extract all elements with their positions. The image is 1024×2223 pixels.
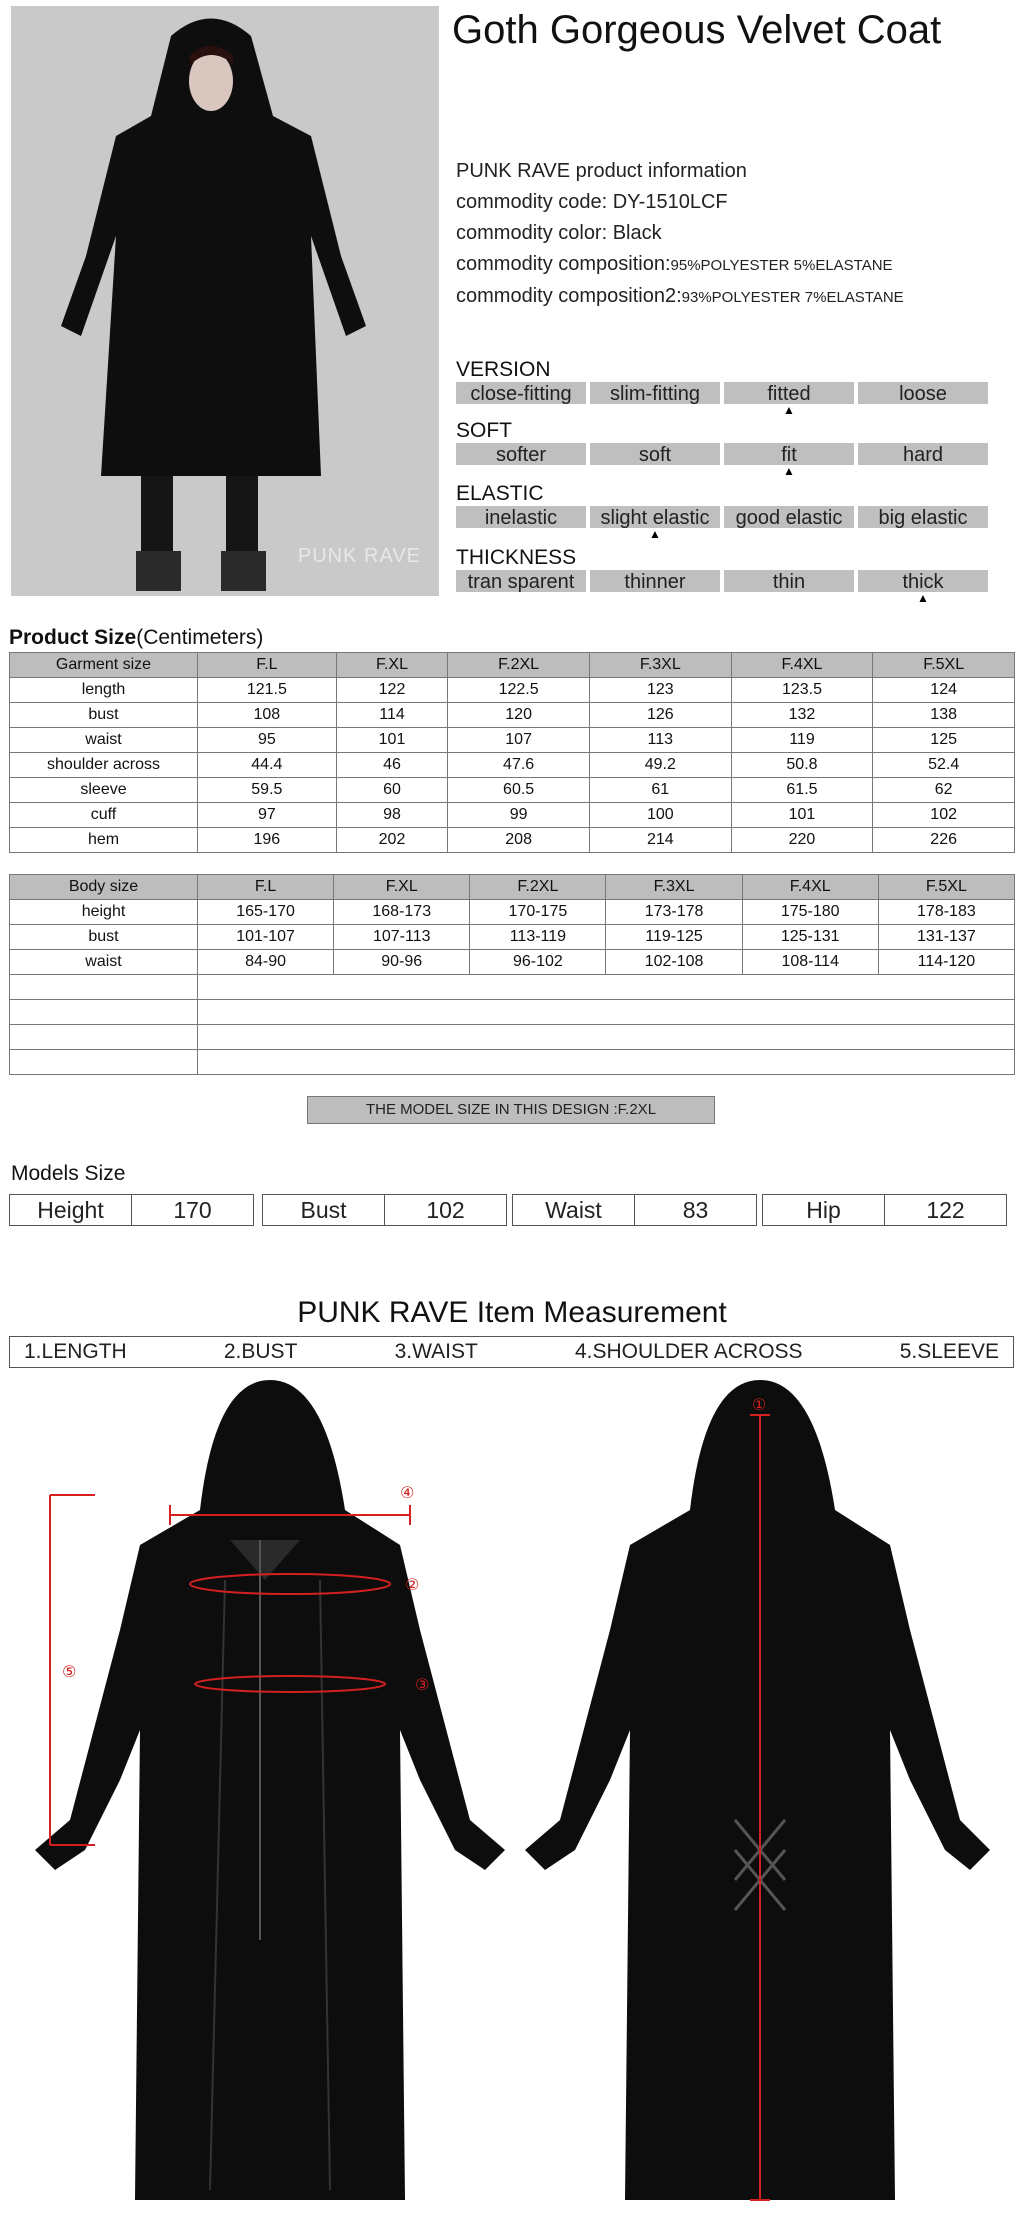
model-bust: Bust 102 bbox=[262, 1194, 507, 1226]
table-cell: 123.5 bbox=[731, 678, 873, 703]
scale-option: soft bbox=[590, 443, 720, 465]
scale-version bbox=[456, 358, 988, 417]
selected-marker-icon: ▲ bbox=[917, 591, 929, 605]
table-row bbox=[10, 900, 1015, 925]
table-cell: sleeve bbox=[10, 778, 198, 803]
scale-soft bbox=[456, 419, 988, 478]
table-cell: 196 bbox=[198, 828, 337, 853]
table-cell: F.5XL bbox=[878, 875, 1014, 900]
table-cell: height bbox=[10, 900, 198, 925]
table-cell: 220 bbox=[731, 828, 873, 853]
table-cell: 61.5 bbox=[731, 778, 873, 803]
scale-label: VERSION bbox=[456, 358, 551, 381]
table-cell: 90-96 bbox=[334, 950, 470, 975]
table-cell: 100 bbox=[589, 803, 731, 828]
table-row bbox=[10, 728, 1015, 753]
table-cell: 138 bbox=[873, 703, 1015, 728]
table-cell: length bbox=[10, 678, 198, 703]
table-cell: F.L bbox=[198, 653, 337, 678]
scale-option: softer bbox=[456, 443, 586, 465]
table-cell: 175-180 bbox=[742, 900, 878, 925]
scale-option: close-fitting bbox=[456, 382, 586, 404]
table-cell: 214 bbox=[589, 828, 731, 853]
table-cell: 44.4 bbox=[198, 753, 337, 778]
table-cell: F.3XL bbox=[606, 875, 742, 900]
table-cell: 108 bbox=[198, 703, 337, 728]
body-size-table bbox=[9, 874, 1015, 1075]
table-cell: cuff bbox=[10, 803, 198, 828]
table-row bbox=[10, 950, 1015, 975]
scale-option: loose bbox=[858, 382, 988, 404]
table-row-empty bbox=[10, 975, 1015, 1000]
table-row bbox=[10, 753, 1015, 778]
table-cell: F.2XL bbox=[470, 875, 606, 900]
table-cell: waist bbox=[10, 728, 198, 753]
table-cell: 122.5 bbox=[448, 678, 590, 703]
legend-waist: 3.WAIST bbox=[394, 1340, 478, 1363]
table-cell: waist bbox=[10, 950, 198, 975]
table-cell: 124 bbox=[873, 678, 1015, 703]
table-row bbox=[10, 703, 1015, 728]
table-cell: 101 bbox=[336, 728, 448, 753]
table-cell: 123 bbox=[589, 678, 731, 703]
table-header-row bbox=[10, 653, 1015, 678]
scale-option: thick ▲ bbox=[858, 570, 988, 592]
commodity-code: commodity code: DY-1510LCF bbox=[456, 191, 728, 213]
garment-size-table bbox=[9, 652, 1015, 853]
table-cell: 59.5 bbox=[198, 778, 337, 803]
table-cell: 102-108 bbox=[606, 950, 742, 975]
table-cell: hem bbox=[10, 828, 198, 853]
scale-option: thin bbox=[724, 570, 854, 592]
scale-label: SOFT bbox=[456, 419, 512, 442]
watermark: PUNK RAVE bbox=[297, 545, 421, 567]
legend-shoulder: 4.SHOULDER ACROSS bbox=[574, 1340, 803, 1363]
table-cell: 101-107 bbox=[198, 925, 334, 950]
table-cell: 107-113 bbox=[334, 925, 470, 950]
product-size-title: Product Size(Centimeters) bbox=[9, 626, 264, 649]
selected-marker-icon: ▲ bbox=[649, 527, 661, 541]
table-cell: 125-131 bbox=[742, 925, 878, 950]
table-cell: 101 bbox=[731, 803, 873, 828]
table-cell: 119 bbox=[731, 728, 873, 753]
table-cell: 107 bbox=[448, 728, 590, 753]
selected-marker-icon: ▲ bbox=[783, 403, 795, 417]
table-cell: 173-178 bbox=[606, 900, 742, 925]
scale-option: tran sparent bbox=[456, 570, 586, 592]
table-cell: 50.8 bbox=[731, 753, 873, 778]
table-cell: 113 bbox=[589, 728, 731, 753]
table-cell: 60.5 bbox=[448, 778, 590, 803]
table-row bbox=[10, 828, 1015, 853]
table-cell: 113-119 bbox=[470, 925, 606, 950]
product-title: Goth Gorgeous Velvet Coat bbox=[452, 8, 942, 52]
table-cell: shoulder across bbox=[10, 753, 198, 778]
measurement-title: PUNK RAVE Item Measurement bbox=[297, 1296, 727, 1329]
models-size-title: Models Size bbox=[11, 1162, 126, 1185]
info-heading: PUNK RAVE product information bbox=[456, 160, 747, 182]
table-cell: 120 bbox=[448, 703, 590, 728]
scale-option: hard bbox=[858, 443, 988, 465]
table-cell: 165-170 bbox=[198, 900, 334, 925]
table-cell: bust bbox=[10, 925, 198, 950]
coat-back-image bbox=[525, 1380, 990, 2200]
table-cell: F.2XL bbox=[448, 653, 590, 678]
table-cell: 119-125 bbox=[606, 925, 742, 950]
model-waist: Waist 83 bbox=[512, 1194, 757, 1226]
commodity-composition: commodity composition:95%POLYESTER 5%ELASTANE bbox=[456, 253, 893, 275]
table-cell: F.4XL bbox=[742, 875, 878, 900]
model-size-note: THE MODEL SIZE IN THIS DESIGN :F.2XL bbox=[307, 1096, 715, 1124]
table-cell: Body size bbox=[10, 875, 198, 900]
legend-length: 1.LENGTH bbox=[24, 1340, 127, 1363]
table-cell: 98 bbox=[336, 803, 448, 828]
coat-front-image bbox=[35, 1380, 505, 2200]
scale-option: fit ▲ bbox=[724, 443, 854, 465]
table-cell: 208 bbox=[448, 828, 590, 853]
legend-bust: 2.BUST bbox=[223, 1340, 298, 1363]
table-row-empty bbox=[10, 1050, 1015, 1075]
scale-label: ELASTIC bbox=[456, 482, 544, 505]
marker-waist: ③ bbox=[415, 1675, 430, 1694]
scale-option: big elastic bbox=[858, 506, 988, 528]
table-cell: 60 bbox=[336, 778, 448, 803]
table-cell: 202 bbox=[336, 828, 448, 853]
scale-option: thinner bbox=[590, 570, 720, 592]
table-cell: 122 bbox=[336, 678, 448, 703]
selected-marker-icon: ▲ bbox=[783, 464, 795, 478]
table-cell: 108-114 bbox=[742, 950, 878, 975]
table-cell: 114 bbox=[336, 703, 448, 728]
table-cell: 95 bbox=[198, 728, 337, 753]
measurement-illustration bbox=[0, 1380, 1024, 2218]
table-cell: 178-183 bbox=[878, 900, 1014, 925]
scale-elastic bbox=[456, 482, 988, 541]
table-cell: bust bbox=[10, 703, 198, 728]
scale-option: slim-fitting bbox=[590, 382, 720, 404]
table-cell: 61 bbox=[589, 778, 731, 803]
table-row bbox=[10, 803, 1015, 828]
product-info bbox=[456, 156, 904, 313]
table-cell: 47.6 bbox=[448, 753, 590, 778]
table-cell: 125 bbox=[873, 728, 1015, 753]
table-cell: 102 bbox=[873, 803, 1015, 828]
marker-bust: ② bbox=[405, 1575, 420, 1594]
table-cell: 46 bbox=[336, 753, 448, 778]
table-cell: F.XL bbox=[336, 653, 448, 678]
scale-option: slight elastic ▲ bbox=[590, 506, 720, 528]
commodity-color: commodity color: Black bbox=[456, 222, 662, 244]
table-row bbox=[10, 925, 1015, 950]
table-cell: 170-175 bbox=[470, 900, 606, 925]
table-cell: F.4XL bbox=[731, 653, 873, 678]
table-cell: 114-120 bbox=[878, 950, 1014, 975]
table-cell: 62 bbox=[873, 778, 1015, 803]
scale-option: fitted ▲ bbox=[724, 382, 854, 404]
product-photo bbox=[11, 6, 439, 596]
table-cell: 97 bbox=[198, 803, 337, 828]
table-cell: F.5XL bbox=[873, 653, 1015, 678]
table-row-empty bbox=[10, 1025, 1015, 1050]
table-cell: 226 bbox=[873, 828, 1015, 853]
scale-option: good elastic bbox=[724, 506, 854, 528]
table-cell: 126 bbox=[589, 703, 731, 728]
marker-length: ① bbox=[752, 1395, 767, 1414]
table-cell: 52.4 bbox=[873, 753, 1015, 778]
legend-sleeve: 5.SLEEVE bbox=[899, 1340, 999, 1363]
table-cell: 84-90 bbox=[198, 950, 334, 975]
scale-option: inelastic bbox=[456, 506, 586, 528]
measurement-legend bbox=[9, 1336, 1014, 1368]
table-cell: 131-137 bbox=[878, 925, 1014, 950]
table-cell: Garment size bbox=[10, 653, 198, 678]
model-height: Height 170 bbox=[9, 1194, 254, 1226]
scale-thickness bbox=[456, 546, 988, 605]
table-cell: F.3XL bbox=[589, 653, 731, 678]
table-row bbox=[10, 678, 1015, 703]
scale-label: THICKNESS bbox=[456, 546, 577, 569]
table-cell: 121.5 bbox=[198, 678, 337, 703]
table-cell: F.XL bbox=[334, 875, 470, 900]
table-cell: F.L bbox=[198, 875, 334, 900]
model-hip: Hip 122 bbox=[762, 1194, 1007, 1226]
table-cell: 49.2 bbox=[589, 753, 731, 778]
table-cell: 96-102 bbox=[470, 950, 606, 975]
table-row bbox=[10, 778, 1015, 803]
table-header-row bbox=[10, 875, 1015, 900]
table-cell: 168-173 bbox=[334, 900, 470, 925]
table-row-empty bbox=[10, 1000, 1015, 1025]
commodity-composition2: commodity composition2:93%POLYESTER 7%ELASTANE bbox=[456, 285, 904, 307]
table-cell: 132 bbox=[731, 703, 873, 728]
marker-shoulder: ④ bbox=[400, 1483, 415, 1502]
table-cell: 99 bbox=[448, 803, 590, 828]
marker-sleeve: ⑤ bbox=[62, 1662, 77, 1681]
